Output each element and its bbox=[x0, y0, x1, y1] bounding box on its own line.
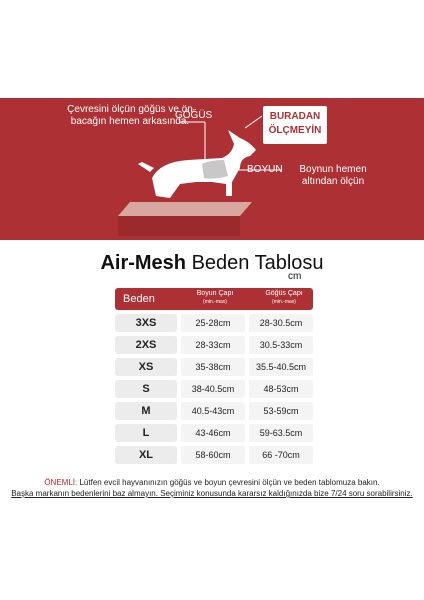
neck-cell: 43-46cm bbox=[181, 424, 245, 442]
size-cell: 2XS bbox=[115, 336, 177, 354]
page-title bbox=[0, 252, 424, 275]
neck-cell: 35-38cm bbox=[181, 358, 245, 376]
size-cell: 3XS bbox=[115, 314, 177, 332]
header-chest bbox=[255, 290, 313, 306]
table-row bbox=[115, 314, 313, 332]
chest-cell: 53-59cm bbox=[249, 402, 313, 420]
size-cell: XS bbox=[115, 358, 177, 376]
important-text: Lütfen evcil hayvanınızın göğüs ve boyun çevresini ölçün ve beden tablomuza bakın. bbox=[79, 478, 380, 487]
banner bbox=[0, 98, 424, 240]
neck-cell: 25-28cm bbox=[181, 314, 245, 332]
neck-instruction: Boynun hemen altından ölçün bbox=[299, 164, 367, 187]
header-neck-hint: (min.-max) bbox=[203, 299, 227, 305]
table-row bbox=[115, 336, 313, 354]
neck-cell: 38-40.5cm bbox=[181, 380, 245, 398]
size-cell: XL bbox=[115, 446, 177, 464]
size-table bbox=[115, 288, 313, 464]
important-label: ÖNEMLİ: bbox=[44, 478, 78, 487]
header-chest-hint: (min.-max) bbox=[272, 299, 296, 305]
table-header bbox=[115, 288, 313, 310]
neck-label: BOYUN bbox=[247, 164, 283, 175]
header-neck-label: Boyun Çapı bbox=[196, 290, 234, 297]
chest-cell: 66 -70cm bbox=[249, 446, 313, 464]
chest-instruction: Çevresini ölçün göğüs ve ön bacağın hemen arkasında. bbox=[67, 104, 193, 127]
header-chest-label: Göğüs Çapı bbox=[265, 290, 303, 297]
chest-label: GÖĞÜS bbox=[175, 110, 213, 121]
neck-cell: 28-33cm bbox=[181, 336, 245, 354]
neck-cell: 40.5-43cm bbox=[181, 402, 245, 420]
size-cell: M bbox=[115, 402, 177, 420]
table-row bbox=[115, 402, 313, 420]
header-neck bbox=[185, 290, 245, 306]
measure-here-line1: BURADAN bbox=[269, 111, 321, 122]
table-row bbox=[115, 380, 313, 398]
neck-cell: 58-60cm bbox=[181, 446, 245, 464]
table-row bbox=[115, 424, 313, 442]
measure-here-line2: ÖLÇMEYİN bbox=[268, 125, 322, 136]
header-size: Beden bbox=[123, 293, 155, 305]
chest-cell: 28-30.5cm bbox=[249, 314, 313, 332]
chest-cell: 35.5-40.5cm bbox=[249, 358, 313, 376]
title-rest: Beden Tablosu bbox=[191, 252, 324, 274]
table-row bbox=[115, 358, 313, 376]
advice-note: Başka markanın bedenlerini baz almayın. Seçiminiz konusunda kararsız kaldığınızda bize 7/24 soru sorabilirsiniz. bbox=[11, 489, 413, 498]
size-cell: S bbox=[115, 380, 177, 398]
chest-cell: 48-53cm bbox=[249, 380, 313, 398]
chest-cell: 30.5-33cm bbox=[249, 336, 313, 354]
chest-cell: 59-63.5cm bbox=[249, 424, 313, 442]
important-note bbox=[0, 478, 424, 487]
unit-label: cm bbox=[288, 271, 302, 282]
size-cell: L bbox=[115, 424, 177, 442]
measure-here-badge bbox=[263, 106, 327, 144]
title-brand: Air-Mesh bbox=[100, 252, 187, 274]
table-row bbox=[115, 446, 313, 464]
